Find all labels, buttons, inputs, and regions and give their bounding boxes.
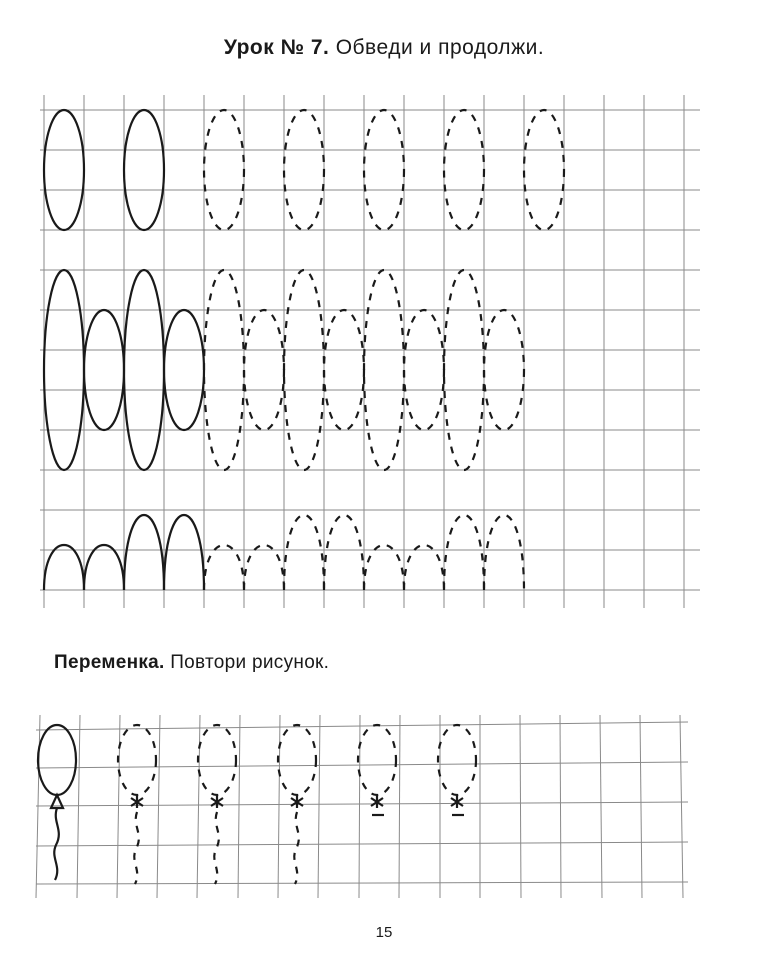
page-number: 15 [375,924,393,941]
row1-ovals [44,110,564,230]
lesson-instruction: Обведи и продолжи. [335,36,545,59]
top-grid [40,95,700,608]
balloon-dashed-4 [358,725,396,815]
break-label: Переменка. [54,652,165,673]
balloon-solid [38,725,76,880]
lesson-label: Урок № 7. [223,36,330,59]
break-instruction: Повтори рисунок. [170,652,330,673]
balloon-dashed-1 [118,725,156,884]
break-title [54,652,329,674]
balloon-dashed-5 [438,725,476,815]
bottom-grid [36,715,688,898]
